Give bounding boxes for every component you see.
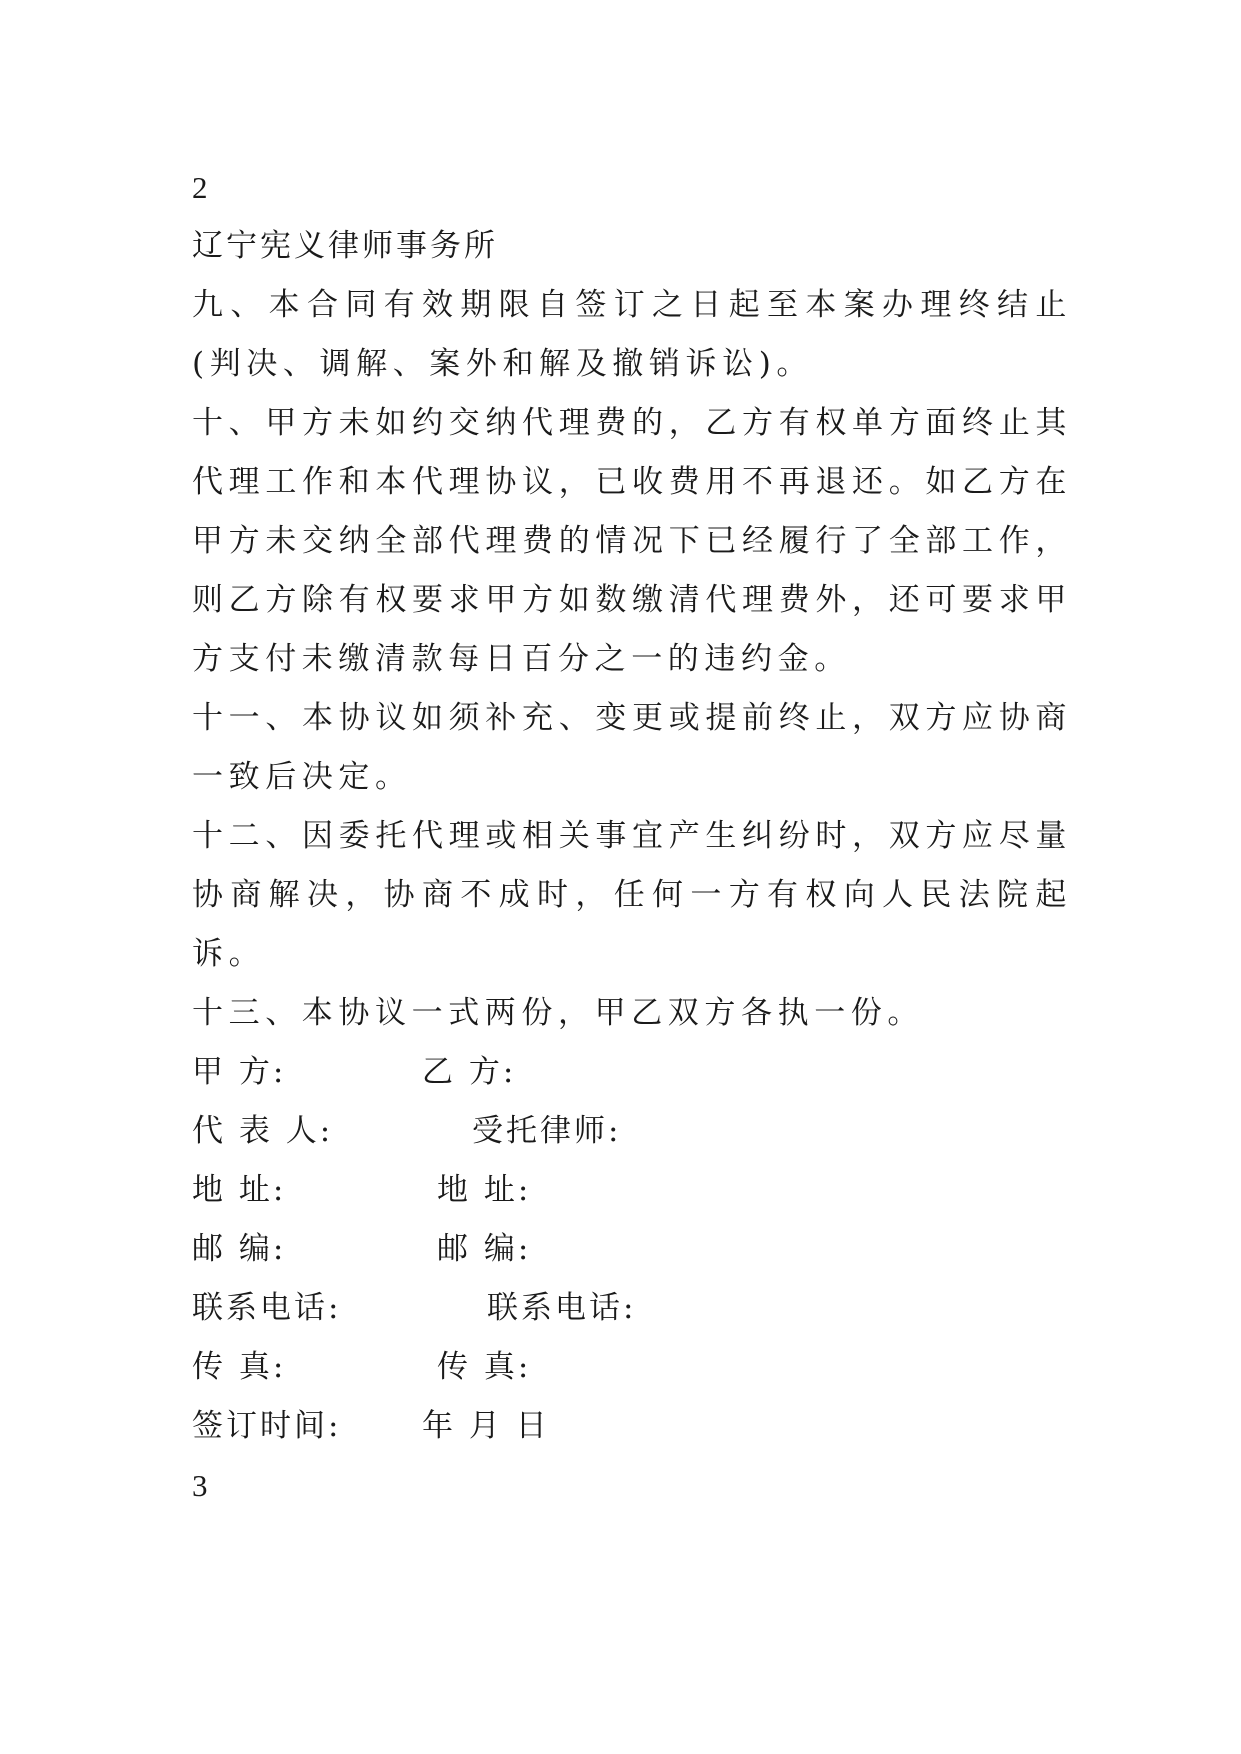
- clause-thirteen: 十三、本协议一式两份，甲乙双方各执一份。: [192, 995, 924, 1031]
- signature-row-representative: [192, 1102, 1072, 1161]
- postcode-a-label: 邮 编:: [192, 1231, 287, 1267]
- law-firm-name: 辽宁宪义律师事务所: [192, 228, 498, 264]
- signature-row-date: [192, 1397, 1072, 1456]
- phone-b-label: 联系电话:: [487, 1290, 637, 1326]
- page-number-top: 2: [192, 170, 208, 205]
- signature-row-phone: [192, 1279, 1072, 1338]
- sign-date-label: 签订时间:: [192, 1408, 342, 1444]
- phone-a-label: 联系电话:: [192, 1290, 342, 1326]
- signature-row-address: [192, 1161, 1072, 1220]
- document-body: [192, 158, 1072, 1515]
- entrusted-lawyer-label: 受托律师:: [472, 1113, 622, 1149]
- signature-row-fax: [192, 1338, 1072, 1397]
- address-b-label: 地 址:: [437, 1172, 532, 1208]
- address-a-label: 地 址:: [192, 1172, 287, 1208]
- fax-a-label: 传 真:: [192, 1349, 287, 1385]
- sign-date-value: 年 月 日: [422, 1408, 550, 1444]
- party-a-label: 甲 方:: [192, 1054, 287, 1090]
- signature-row-postcode: [192, 1220, 1072, 1279]
- representative-label: 代 表 人:: [192, 1113, 334, 1149]
- clause-twelve: 十二、因委托代理或相关事宜产生纠纷时，双方应尽量协商解决，协商不成时，任何一方有权向人民法院起诉。: [192, 818, 1072, 972]
- postcode-b-label: 邮 编:: [437, 1231, 532, 1267]
- signature-row-party: [192, 1043, 1072, 1102]
- fax-b-label: 传 真:: [437, 1349, 532, 1385]
- page-number-bottom: 3: [192, 1468, 208, 1503]
- clause-nine: 九、本合同有效期限自签订之日起至本案办理终结止(判决、调解、案外和解及撤销诉讼)。: [192, 287, 1072, 382]
- party-b-label: 乙 方:: [422, 1054, 517, 1090]
- clause-ten: 十、甲方未如约交纳代理费的，乙方有权单方面终止其代理工作和本代理协议，已收费用不再退还。如乙方在甲方未交纳全部代理费的情况下已经履行了全部工作，则乙方除有权要求甲方如数缴清代理费外，还可要求甲方支付未缴清款每日百分之一的违约金。: [192, 405, 1072, 677]
- clause-eleven: 十一、本协议如须补充、变更或提前终止，双方应协商一致后决定。: [192, 700, 1072, 795]
